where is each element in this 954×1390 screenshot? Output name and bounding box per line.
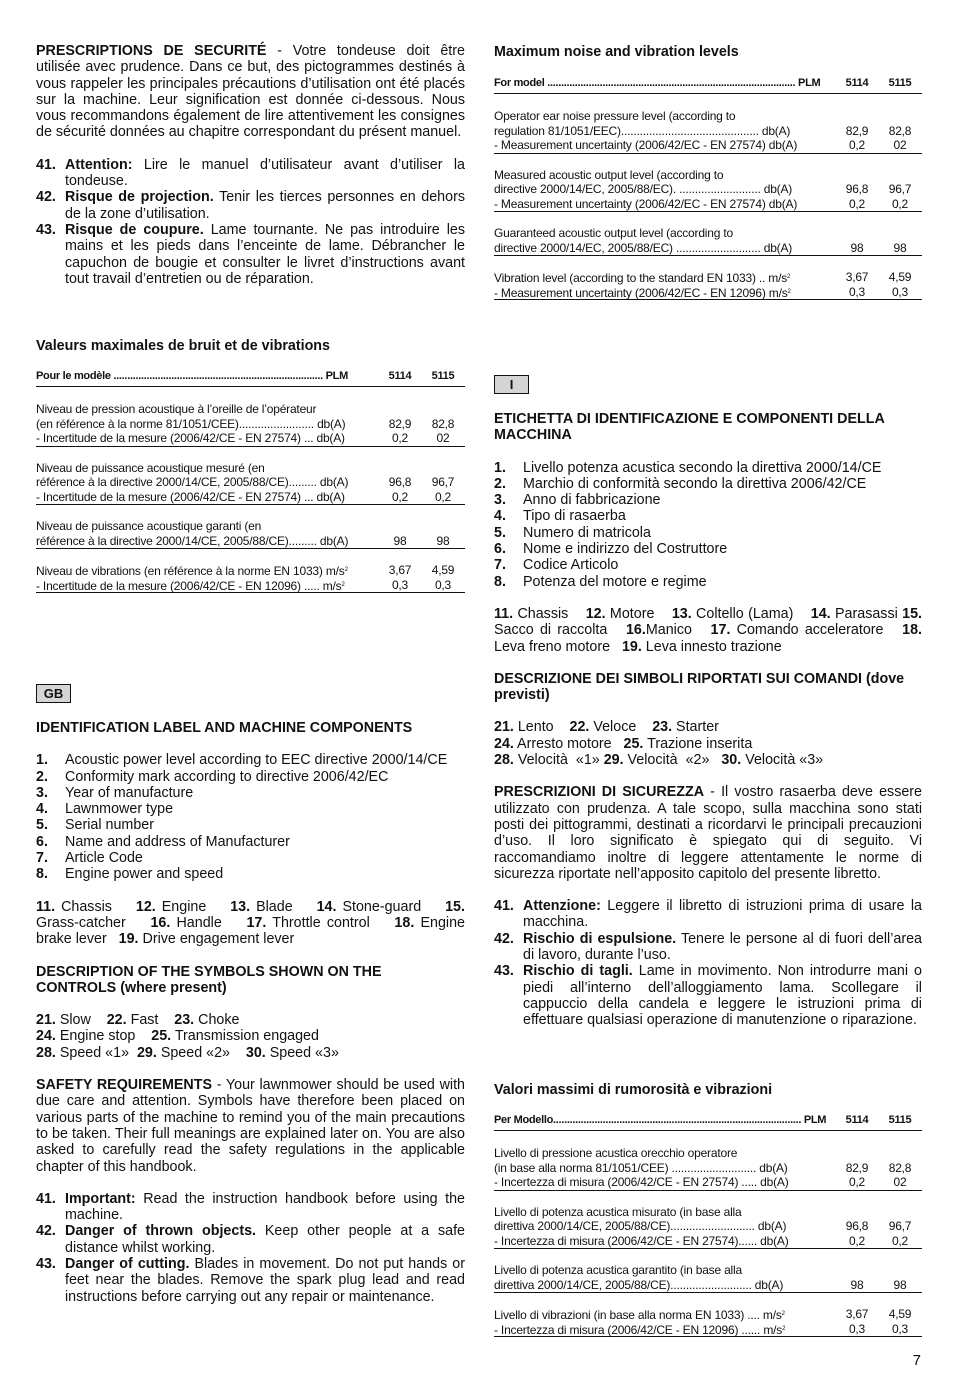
value-5114: 0,2 [848, 138, 866, 152]
table-row [494, 182, 922, 197]
fr-safety-section [36, 43, 465, 287]
value-5115: 4,59 [888, 270, 912, 284]
list-item [36, 157, 465, 190]
row-label: direttiva 2000/14/CE, 2005/88/CE).......................... db(A) [494, 1277, 784, 1292]
table-group [494, 256, 922, 300]
list-item [494, 492, 922, 508]
item-title: Important: [65, 1190, 136, 1207]
item-number: 8. [36, 866, 48, 883]
row-label: Niveau de puissance acoustique garanti (en [36, 519, 262, 533]
item-number: 4. [36, 801, 48, 818]
item-text: Tenir les tierces personnes en dehors de la zone d’utilisation. [65, 189, 465, 222]
row-label: - Measurement uncertainty (2006/42/EC - EN 27574) db(A) [494, 196, 798, 211]
value-5115: 98 [893, 1277, 907, 1292]
value-5114: 96,8 [388, 475, 412, 489]
item-text: Marchio di conformità secondo la direttiva 2006/42/CE [523, 475, 867, 492]
item-number: 41. [36, 156, 56, 173]
gb-label-list [36, 752, 465, 882]
table-row [36, 461, 465, 476]
item-number: 42. [36, 189, 56, 206]
list-item [36, 769, 465, 785]
table-row [36, 534, 465, 549]
table-row [494, 1146, 922, 1161]
value-5114: 82,9 [845, 123, 869, 138]
table-row [494, 197, 922, 212]
row-label: Measured acoustic output level (according to [494, 167, 724, 182]
row-label: regulation 81/1051/EEC)............................................ db(A) [494, 123, 791, 138]
list-item [494, 541, 922, 557]
it-symbols-title: DESCRIZIONE DEI SIMBOLI RIPORTATI SUI COMANDI (dove previsti) [494, 670, 905, 704]
list-item [36, 189, 465, 222]
item-number: 6. [494, 541, 506, 558]
value-5114: 3,67 [845, 270, 869, 284]
header-label: For model .......................................................................................... PLM [494, 77, 821, 89]
list-item [36, 752, 465, 768]
row-label: Niveau de puissance acoustique mesuré (en [36, 460, 265, 475]
fr-noise-table [36, 368, 465, 593]
table-row [36, 431, 465, 446]
value-5115: 96,7 [888, 1219, 912, 1233]
item-number: 1. [494, 459, 506, 476]
value-5114: 3,67 [388, 563, 412, 577]
value-5115: 0,2 [434, 489, 452, 504]
table-row [494, 1322, 922, 1337]
it-symbols-line-2: 24. Arresto motore 25. Trazione inserita [494, 735, 753, 752]
gb-safety-intro: SAFETY REQUIREMENTS - Your lawnmower should be used with due care and attention. Symbols have therefore been placed on various parts of the machine to remind you of the main precautions to be taken. Their full meanings are explained later on. You are also asked to carefully read the safety regulations in the applicable chapter of this handbook. [36, 1077, 465, 1175]
item-text: Lame tournante. Ne pas introduire les mains et les pieds dans l’enceinte de lame. Débrancher le capuchon de bougie et consulter le livret d’instructions avant tout travail d’entretien ou de réparation. [65, 221, 465, 287]
row-label: Niveau de pression acoustique à l’oreille de l’opérateur [36, 402, 317, 416]
gb-symbols-line-1: 21. Slow 22. Fast 23. Choke [36, 1012, 240, 1029]
row-label: Vibration level (according to the standard EN 1033) .. $m/s^2$ [494, 271, 791, 285]
item-title: Rischio di espulsione. [523, 930, 677, 947]
item-number: 41. [494, 898, 514, 915]
row-label: Niveau de vibrations (en référence à la norme EN 1033) $m/s^2$ [36, 564, 348, 578]
it-identification-section [494, 411, 922, 1029]
row-label: - Incertitude de la mesure (2006/42/CE - EN 27574) ... db(A) [36, 489, 345, 504]
it-symbols-line-3: 28. Velocità «1» 29. Velocità «2» 30. Velocità «3» [494, 752, 824, 769]
item-number: 42. [494, 930, 514, 947]
table-row [494, 1219, 922, 1234]
item-text: Anno di fabbricazione [523, 492, 661, 509]
header-col-5114: 5114 [845, 1114, 869, 1126]
table-group [494, 1249, 922, 1293]
item-title: Danger of cutting. [65, 1256, 190, 1273]
gb-identification-title: IDENTIFICATION LABEL AND MACHINE COMPONENTS [36, 720, 413, 736]
table-row [36, 519, 465, 534]
table-group [36, 387, 465, 447]
item-text: Serial number [65, 817, 154, 834]
row-label: directive 2000/14/EC, 2005/88/EC) ........................... db(A) [494, 240, 793, 255]
table-row [36, 475, 465, 490]
table-row [494, 168, 922, 183]
fr-safety-intro: PRESCRIPTIONS DE SECURITÉ - Votre tondeuse doit être utilisée avec prudence. Dans ce but, des pictogrammes destinés à vous rappeler les principales précautions d’utilisation ont été placés sur la machine. Leur signification est donnée ci-dessous. Nous vous recommandons également de lire attentivement les consignes de sécurité données au chapitre correspondant du présent manuel. [36, 43, 465, 141]
table-group [36, 549, 465, 593]
table-row [494, 1307, 922, 1322]
value-5114: 96,8 [845, 1219, 869, 1233]
row-label: - Incertezza di misura (2006/42/CE - EN 27574) ..... db(A) [494, 1175, 789, 1189]
item-title: Risque de coupure. [65, 221, 204, 238]
item-text: Conformity mark according to directive 2006/42/EC [65, 768, 389, 785]
table-row [36, 578, 465, 593]
value-5114: 0,2 [848, 1175, 866, 1189]
value-5115: 96,7 [431, 475, 455, 489]
gb-noise-table [494, 75, 922, 300]
table-row [494, 241, 922, 256]
header-col-5115: 5115 [431, 370, 455, 382]
table-row [36, 490, 465, 505]
value-5114: 98 [850, 1277, 864, 1292]
it-label-list [494, 460, 922, 590]
header-col-5115: 5115 [888, 1114, 912, 1126]
item-text: Read the instruction handbook before using the machine. [65, 1190, 465, 1224]
fr-noise-title: Valeurs maximales de bruit et de vibrations [36, 338, 330, 354]
item-text: Leggere il libretto di istruzioni prima di usare la macchina. [523, 898, 922, 931]
header-label: Per Modello.......................................................................................... PLM [494, 1114, 827, 1126]
value-5114: 96,8 [845, 182, 869, 196]
item-title: Danger of thrown objects. [65, 1223, 257, 1240]
value-5115: 02 [436, 431, 450, 445]
table-row [494, 124, 922, 139]
table-row [36, 402, 465, 417]
value-5114: 0,3 [848, 1321, 866, 1336]
value-5115: 0,2 [891, 1233, 909, 1248]
value-5115: 4,59 [888, 1307, 912, 1321]
list-item [36, 1191, 465, 1224]
item-number: 42. [36, 1223, 56, 1240]
value-5114: 0,2 [391, 489, 409, 504]
value-5115: 0,3 [891, 1321, 909, 1336]
item-text: Potenza del motore e regime [523, 573, 707, 590]
item-text: Tipo di rasaerba [523, 508, 626, 525]
list-item [494, 476, 922, 492]
list-item [36, 834, 465, 850]
item-text: Lire le manuel d’utilisateur avant d’utiliser la tondeuse. [65, 156, 465, 190]
item-number: 5. [36, 817, 48, 834]
list-item [36, 785, 465, 801]
list-item [494, 557, 922, 573]
item-number: 43. [494, 963, 514, 980]
table-row [494, 1205, 922, 1220]
item-title: Risque de projection. [65, 189, 214, 206]
table-row [494, 1175, 922, 1190]
item-text: Keep other people at a safe distance whilst working. [65, 1223, 465, 1256]
item-text: Year of manufacture [65, 784, 194, 801]
row-label: - Incertitude de la mesure (2006/42/CE - EN 27574) ... db(A) [36, 431, 345, 445]
table-header [494, 1112, 922, 1131]
row-label: directive 2000/14/EC, 2005/88/EC). .......................... db(A) [494, 182, 793, 196]
value-5115: 02 [893, 1175, 907, 1189]
item-number: 43. [36, 221, 56, 238]
item-number: 2. [36, 768, 48, 785]
table-row [494, 1234, 922, 1249]
row-label: référence à la directive 2000/14/CE, 2005/88/CE)......... db(A) [36, 533, 349, 548]
table-row [494, 1278, 922, 1293]
table-group [494, 1293, 922, 1337]
list-item [494, 898, 922, 931]
list-item [36, 1256, 465, 1305]
list-item [36, 866, 465, 882]
item-title: Attention: [65, 156, 133, 173]
item-title: Rischio di tagli. [523, 963, 633, 980]
fr-safety-list [36, 157, 465, 287]
row-label: - Incertitude de la mesure (2006/42/CE - EN 12096) ..... $m/s^2$ [36, 578, 345, 593]
table-group [494, 1131, 922, 1191]
table-row [36, 563, 465, 578]
value-5115: 0,3 [434, 577, 452, 592]
item-number: 7. [36, 850, 48, 867]
row-label: Guaranteed acoustic output level (according to [494, 226, 733, 240]
item-number: 8. [494, 573, 506, 590]
list-item [36, 222, 465, 287]
item-text: Lawnmower type [65, 801, 174, 818]
value-5114: 0,3 [391, 577, 409, 592]
list-item [494, 574, 922, 590]
header-col-5114: 5114 [388, 370, 412, 382]
item-text: Codice Articolo [523, 557, 619, 574]
it-symbols-line-1: 21. Lento 22. Veloce 23. Starter [494, 719, 719, 736]
table-row [36, 417, 465, 432]
table-row [494, 138, 922, 153]
value-5115: 02 [893, 138, 907, 152]
it-safety-list [494, 898, 922, 1028]
it-language-badge: I [494, 375, 529, 394]
item-text: Livello potenza acustica secondo la direttiva 2000/14/CE [523, 459, 882, 476]
value-5115: 82,8 [431, 416, 455, 431]
table-row [494, 285, 922, 300]
page-number: 7 [912, 1352, 921, 1369]
gb-language-badge: GB [36, 684, 71, 703]
item-number: 41. [36, 1190, 56, 1207]
table-group [494, 154, 922, 213]
it-identification-title: ETICHETTA DI IDENTIFICAZIONE E COMPONENTI DELLA MACCHINA [494, 411, 885, 444]
value-5114: 98 [393, 533, 407, 548]
row-label: Livello di potenza acustica misurato (in base alla [494, 1204, 742, 1219]
table-group [36, 505, 465, 549]
item-text: Blades in movement. Do not put hands or feet near the blades. Remove the spark plug lead and read instructions before carrying out any repair or maintenance. [65, 1256, 466, 1305]
gb-symbols-line-3: 28. Speed «1» 29. Speed «2» 30. Speed «3» [36, 1044, 339, 1061]
value-5115: 0,2 [891, 196, 909, 211]
item-text: Lame in movimento. Non introdurre mani o piedi all’interno dell’alloggiamento lama. Scollegare il cappuccio della candela e leggere le istruzioni prima di effettuare qualsiasi operazione di manutenzione o riparazione. [523, 963, 922, 1029]
value-5114: 0,2 [848, 1233, 866, 1248]
item-number: 4. [494, 508, 506, 525]
row-label: Livello di pressione acustica orecchio operatore [494, 1146, 738, 1160]
row-label: - Incertezza di misura (2006/42/CE - EN 27574)...... db(A) [494, 1233, 789, 1248]
it-components: 11. Chassis 12. Motore 13. Coltello (Lama) 14. Parasassi 15. Sacco di raccolta 16.Manico 17. Comando acceleratore 18. Leva freno motore 19. Leva innesto trazione [494, 605, 923, 655]
item-number: 43. [36, 1256, 56, 1273]
value-5115: 82,8 [888, 1160, 912, 1175]
item-text: Acoustic power level according to EEC directive 2000/14/CE [65, 752, 448, 769]
item-text: Name and address of Manufacturer [65, 833, 290, 850]
row-label: référence à la directive 2000/14/CE, 2005/88/CE)......... db(A) [36, 475, 349, 489]
item-number: 3. [36, 784, 48, 801]
gb-noise-title: Maximum noise and vibration levels [494, 44, 739, 60]
item-number: 1. [36, 752, 48, 769]
item-number: 6. [36, 833, 48, 850]
value-5114: 98 [850, 240, 864, 255]
table-group [494, 1191, 922, 1250]
list-item [36, 817, 465, 833]
row-label: - Measurement uncertainty (2006/42/EC - EN 12096) $m/s^2$ [494, 285, 791, 300]
list-item [36, 850, 465, 866]
value-5114: 82,9 [845, 1160, 869, 1175]
list-item [36, 1223, 465, 1256]
item-text: Tenere le persone al di fuori dell’area di lavoro, durante l’uso. [523, 930, 922, 964]
row-label: - Measurement uncertainty (2006/42/EC - EN 27574) db(A) [494, 138, 798, 152]
value-5115: 0,3 [891, 284, 909, 299]
value-5115: 4,59 [431, 563, 455, 577]
table-row [494, 1161, 922, 1176]
gb-safety-list [36, 1191, 465, 1305]
gb-components: 11. Chassis 12. Engine 13. Blade 14. Stone-guard 15. Grass-catcher 16. Handle 17. Throttle control 18. Engine brake lever 19. Drive engagement lever [36, 898, 465, 948]
item-text: Article Code [65, 850, 143, 867]
value-5115: 82,8 [888, 123, 912, 138]
value-5114: 82,9 [388, 416, 412, 431]
table-row [494, 1263, 922, 1278]
table-header [36, 368, 465, 387]
header-label: Pour le modèle ............................................................................ PLM [36, 370, 348, 382]
row-label: Operator ear noise pressure level (according to [494, 109, 736, 123]
list-item [494, 525, 922, 541]
table-row [494, 226, 922, 241]
row-label: (en référence à la norme 81/1051/CEE)........................ db(A) [36, 416, 346, 431]
item-text: Nome e indirizzo del Costruttore [523, 541, 728, 558]
table-header [494, 75, 922, 94]
list-item [494, 963, 922, 1028]
gb-symbols-title: DESCRIPTION OF THE SYMBOLS SHOWN ON THE CONTROLS (where present) [36, 963, 382, 996]
it-safety-intro: PRESCRIZIONI DI SICUREZZA - Il vostro rasaerba deve essere utilizzato con prudenza. A tale scopo, sulla macchina sono stati posti dei pittogrammi, destinati a ricordarvi le principali precauzioni d’uso. Il loro significato è spiegato qui di seguito. Vi raccomandiamo inoltre di leggere attentamente le norme di sicurezza riportate nell’apposito capitolo del presente libretto. [494, 784, 922, 882]
item-text: Numero di matricola [523, 524, 651, 541]
value-5115: 96,7 [888, 182, 912, 196]
table-group [494, 212, 922, 256]
value-5114: 0,2 [848, 196, 866, 211]
item-number: 2. [494, 475, 506, 492]
table-group [494, 94, 922, 154]
table-group [36, 447, 465, 506]
row-label: direttiva 2000/14/CE, 2005/88/CE)........................... db(A) [494, 1219, 787, 1233]
header-col-5115: 5115 [888, 77, 912, 89]
value-5115: 98 [893, 240, 907, 255]
list-item [494, 931, 922, 964]
value-5114: 0,2 [391, 431, 409, 445]
value-5114: 3,67 [845, 1307, 869, 1321]
row-label: Livello di vibrazioni (in base alla norma EN 1033) .... $m/s^2$ [494, 1308, 785, 1322]
gb-identification-section [36, 720, 465, 1305]
value-5115: 98 [436, 533, 450, 548]
item-title: Attenzione: [523, 898, 601, 915]
value-5114: 0,3 [848, 284, 866, 299]
list-item [494, 460, 922, 476]
item-number: 3. [494, 492, 506, 509]
row-label: (in base alla norma 81/1051/CEE) ........................... db(A) [494, 1160, 788, 1175]
header-col-5114: 5114 [845, 77, 869, 89]
table-row [494, 270, 922, 285]
list-item [36, 801, 465, 817]
row-label: Livello di potenza acustica garantito (in base alla [494, 1263, 742, 1277]
row-label: - Incertezza di misura (2006/42/CE - EN 12096) ...... $m/s^2$ [494, 1322, 786, 1337]
gb-symbols-line-2: 24. Engine stop 25. Transmission engaged [36, 1028, 319, 1045]
item-number: 7. [494, 557, 506, 574]
it-noise-table [494, 1112, 922, 1337]
item-number: 5. [494, 524, 506, 541]
table-row [494, 109, 922, 124]
list-item [494, 508, 922, 524]
it-noise-title: Valori massimi di rumorosità e vibrazioni [494, 1082, 773, 1098]
item-text: Engine power and speed [65, 866, 224, 883]
